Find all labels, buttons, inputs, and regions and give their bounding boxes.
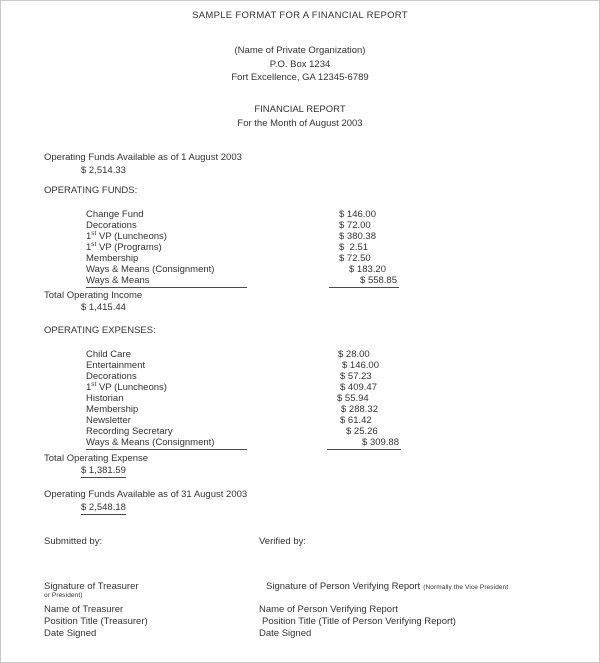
- income-row-amount: $ 72.00: [339, 220, 371, 231]
- expense-row-label: Historian: [86, 393, 124, 404]
- ordinal-suffix: st: [91, 229, 97, 237]
- expense-row-amount: $ 288.32: [341, 404, 378, 415]
- income-row-label: Ways & Means: [86, 276, 247, 288]
- income-row-label-prefix: 1: [86, 231, 92, 242]
- treasurer-name-line: Name of Treasurer: [44, 604, 124, 615]
- expense-row-label-rest: VP (Luncheons): [96, 382, 167, 393]
- expense-row-label: Recording Secretary: [86, 426, 173, 437]
- expense-row-label: Membership: [86, 404, 139, 415]
- income-row-label-prefix: 1: [86, 242, 92, 253]
- expense-row-amount: $ 57.23: [340, 371, 372, 382]
- report-heading-line-1: FINANCIAL REPORT: [254, 104, 346, 115]
- income-row-amount: $ 183.20: [349, 264, 386, 275]
- income-total-amount: $ 1,415.44: [81, 302, 126, 313]
- income-row-amount: $ 146.00: [339, 209, 376, 220]
- income-row-label: [86, 240, 162, 253]
- page-title: SAMPLE FORMAT FOR A FINANCIAL REPORT: [192, 10, 408, 21]
- organization-name: (Name of Private Organization): [234, 45, 366, 56]
- verifier-signature-text: Signature of Person Verifying Report: [266, 581, 421, 592]
- income-row-label-rest: VP (Programs): [96, 242, 162, 253]
- closing-balance-amount: $ 2,548.18: [81, 502, 126, 513]
- verified-by-label: Verified by:: [259, 536, 306, 547]
- expense-row-amount: $ 61.42: [340, 415, 372, 426]
- income-row-label: [86, 229, 167, 242]
- income-section-heading: OPERATING FUNDS:: [44, 185, 138, 196]
- organization-city-state-zip: Fort Excellence, GA 12345-6789: [231, 72, 369, 83]
- ordinal-suffix: st: [91, 240, 97, 248]
- income-row-label: Ways & Means (Consignment): [86, 264, 215, 275]
- verifier-signature-note-line-2: or President): [44, 592, 83, 599]
- expense-row-label: Child Care: [86, 349, 131, 360]
- expense-row-amount: $ 409.47: [340, 382, 377, 393]
- income-row-label: Decorations: [86, 220, 137, 231]
- expense-total-amount: $ 1,381.59: [81, 465, 126, 476]
- income-total-label: Total Operating Income: [44, 290, 143, 301]
- verifier-date-line: Date Signed: [259, 628, 312, 639]
- verifier-signature-line: [266, 582, 508, 592]
- closing-balance-label: Operating Funds Available as of 31 August 2003: [44, 489, 248, 500]
- verifier-signature-note-line-1: (Normally the Vice President: [423, 584, 509, 591]
- expense-row-label: Entertainment: [86, 360, 146, 371]
- verifier-name-line: Name of Person Verifying Report: [259, 604, 398, 615]
- income-row-label: Membership: [86, 253, 139, 264]
- expense-row-amount: $ 28.00: [338, 349, 370, 360]
- treasurer-signature-line: Signature of Treasurer: [44, 581, 139, 592]
- expense-row-amount: $ 309.88: [327, 438, 401, 450]
- expense-row-label: [86, 380, 167, 393]
- report-heading-line-2: For the Month of August 2003: [237, 118, 363, 129]
- expense-row-label: Newsletter: [86, 415, 131, 426]
- income-row-amount: $ 380.38: [339, 231, 376, 242]
- verifier-position-line: Position Title (Title of Person Verifying Report): [262, 616, 456, 627]
- income-row-label-rest: VP (Luncheons): [96, 231, 167, 242]
- income-row-label: Change Fund: [86, 209, 144, 220]
- treasurer-date-line: Date Signed: [44, 628, 97, 639]
- expense-total-label: Total Operating Expense: [44, 453, 149, 464]
- income-row-amount: $ 2.51: [339, 242, 369, 253]
- expense-row-amount: $ 146.00: [342, 360, 379, 371]
- opening-balance-amount: $ 2,514.33: [81, 165, 126, 176]
- expense-section-heading: OPERATING EXPENSES:: [44, 325, 156, 336]
- expense-row-label: Decorations: [86, 371, 137, 382]
- submitted-by-label: Submitted by:: [44, 536, 103, 547]
- expense-row-label: Ways & Means (Consignment): [86, 438, 247, 450]
- income-row-amount: $ 558.85: [329, 276, 399, 288]
- treasurer-position-line: Position Title (Treasurer): [44, 616, 148, 627]
- income-row-amount: $ 72.50: [339, 253, 371, 264]
- ordinal-suffix: st: [91, 380, 97, 388]
- expense-row-label-prefix: 1: [86, 382, 92, 393]
- organization-po-box: P.O. Box 1234: [269, 59, 331, 70]
- expense-row-amount: $ 55.94: [337, 393, 369, 404]
- opening-balance-label: Operating Funds Available as of 1 August 2003: [44, 152, 242, 163]
- expense-row-amount: $ 25.26: [346, 426, 378, 437]
